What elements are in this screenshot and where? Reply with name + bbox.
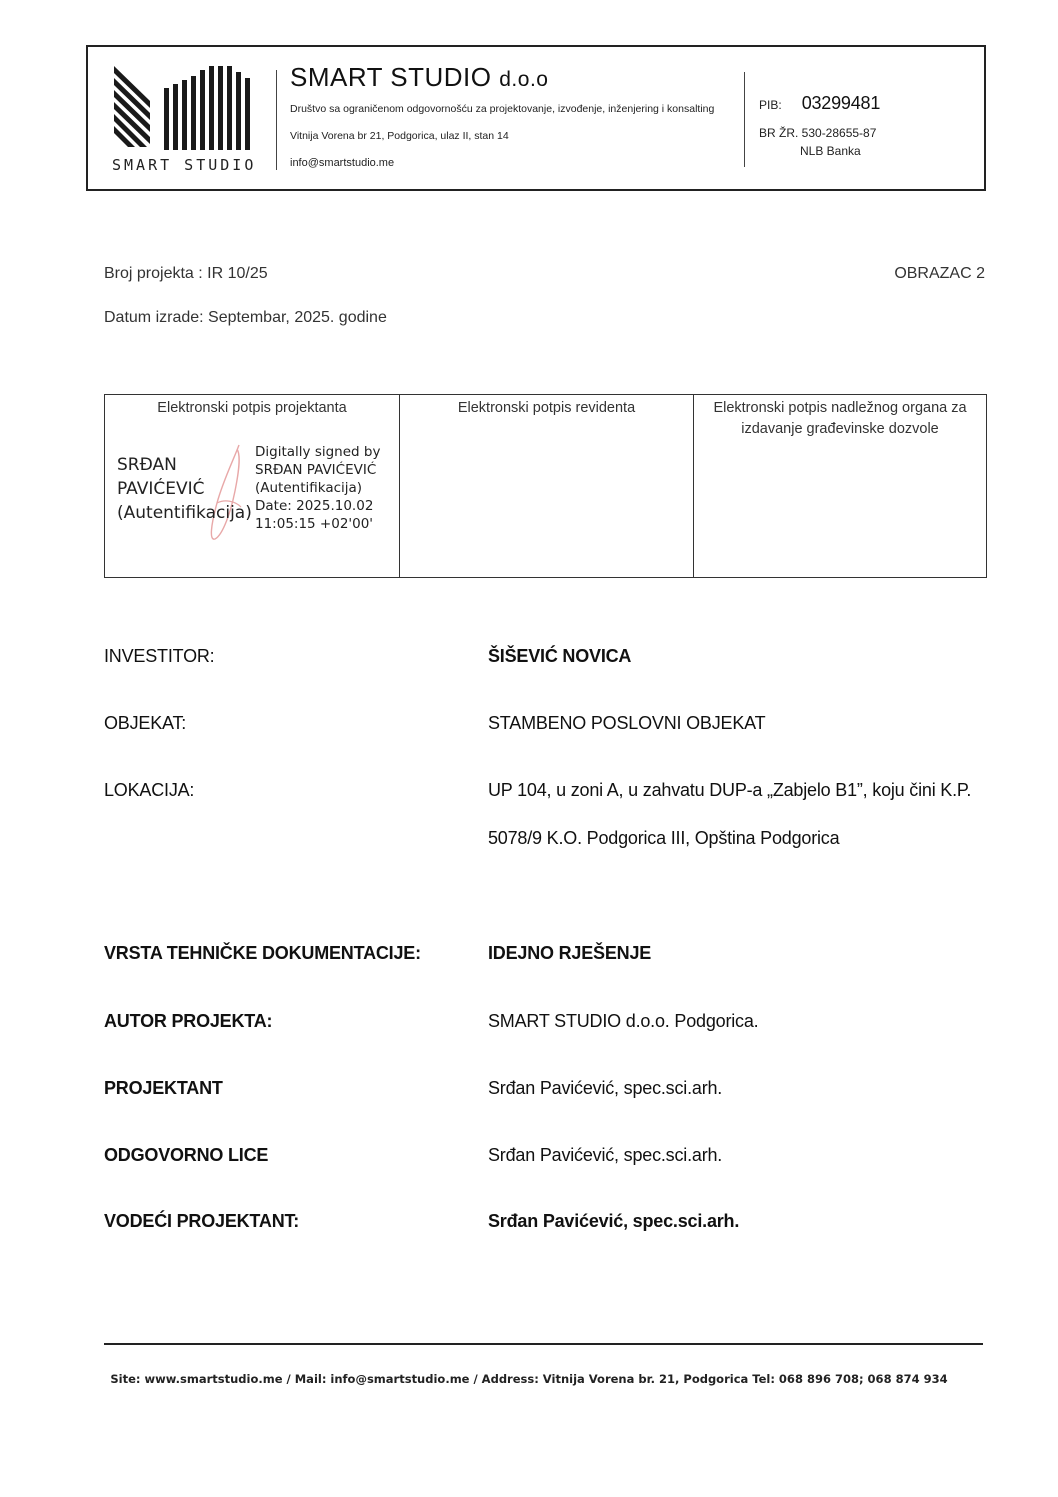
location-value-line1: UP 104, u zoni A, u zahvatu DUP-a „Zabjelo B1”, koju čini K.P. xyxy=(488,780,972,800)
location-value-line2: 5078/9 K.O. Podgorica III, Opština Podgorica xyxy=(488,828,840,848)
authority-header-line: Elektronski potpis nadležnog organa za xyxy=(713,400,967,416)
doc-type-label: VRSTA TEHNIČKE DOKUMENTACIJE: xyxy=(104,943,421,963)
signer-name xyxy=(117,453,252,525)
signer-name-line: PAVIĆEVIĆ xyxy=(117,479,205,499)
signer-name-line: (Autentifikacija) xyxy=(117,503,252,523)
responsible-label: ODGOVORNO LICE xyxy=(104,1145,269,1165)
signer-name-line: SRĐAN xyxy=(117,455,177,475)
authority-signature-cell[interactable] xyxy=(693,395,986,577)
building-logo-icon xyxy=(110,60,260,155)
designer-value: Srđan Pavićević, spec.sci.arh. xyxy=(488,1078,723,1098)
project-number: Broj projekta : IR 10/25 xyxy=(104,265,268,282)
footer-contact: Site: www.smartstudio.me / Mail: info@smartstudio.me / Address: Vitnija Vorena br. 21, Podgorica Tel: 068 896 708; 068 874 934 xyxy=(110,1372,948,1386)
company-name-text: SMART STUDIO xyxy=(290,62,492,92)
bank-account: BR ŽR. 530-28655-87 xyxy=(759,126,877,140)
authority-signature-header xyxy=(694,395,986,440)
lead-designer-label: VODEĆI PROJEKTANT: xyxy=(104,1211,300,1231)
location-label: LOKACIJA: xyxy=(104,780,195,800)
signature-details xyxy=(255,443,380,533)
investor-value: ŠIŠEVIĆ NOVICA xyxy=(488,646,632,666)
signature-detail-line: (Autentifikacija) xyxy=(255,480,363,496)
author-label: AUTOR PROJEKTA: xyxy=(104,1011,273,1031)
company-address: Vitnija Vorena br 21, Podgorica, ulaz II, stan 14 xyxy=(290,130,509,142)
company-suffix: d.o.o xyxy=(499,68,549,91)
signature-detail-line: Date: 2025.10.02 xyxy=(255,498,374,514)
authority-header-line: izdavanje građevinske dozvole xyxy=(741,421,939,437)
footer-divider xyxy=(104,1343,983,1345)
doc-type-value: IDEJNO RJEŠENJE xyxy=(488,943,652,963)
responsible-value: Srđan Pavićević, spec.sci.arh. xyxy=(488,1145,723,1165)
pib-label: PIB: xyxy=(759,98,782,112)
signature-detail-line: 11:05:15 +02'00' xyxy=(255,516,374,532)
signature-detail-line: Digitally signed by xyxy=(255,444,381,460)
creation-date: Datum izrade: Septembar, 2025. godine xyxy=(104,309,387,326)
designer-signature-cell[interactable] xyxy=(105,395,399,577)
signature-table xyxy=(104,394,987,578)
company-name xyxy=(290,62,548,93)
company-description: Društvo sa ograničenom odgovornošću za projektovanje, izvođenje, inženjering i konsalting xyxy=(290,103,715,115)
designer-label: PROJEKTANT xyxy=(104,1078,223,1098)
object-value: STAMBENO POSLOVNI OBJEKAT xyxy=(488,713,766,733)
signature-detail-line: SRĐAN PAVIĆEVIĆ xyxy=(255,462,377,478)
reviewer-signature-header: Elektronski potpis revidenta xyxy=(457,400,636,416)
reviewer-signature-cell[interactable] xyxy=(399,395,693,577)
header-divider xyxy=(276,70,277,170)
company-email-link[interactable]: info@smartstudio.me xyxy=(290,157,395,169)
logo-wordmark: SMART STUDIO xyxy=(112,156,257,174)
object-label: OBJEKAT: xyxy=(104,713,187,733)
lead-designer-value: Srđan Pavićević, spec.sci.arh. xyxy=(488,1211,740,1231)
form-label: OBRAZAC 2 xyxy=(894,265,985,282)
bank-name: NLB Banka xyxy=(800,144,861,158)
investor-label: INVESTITOR: xyxy=(104,646,215,666)
pib-value: 03299481 xyxy=(801,93,881,113)
header-divider-right xyxy=(744,72,745,167)
pib xyxy=(759,93,880,114)
author-value: SMART STUDIO d.o.o. Podgorica. xyxy=(488,1011,759,1031)
designer-signature-header: Elektronski potpis projektanta xyxy=(157,400,347,416)
